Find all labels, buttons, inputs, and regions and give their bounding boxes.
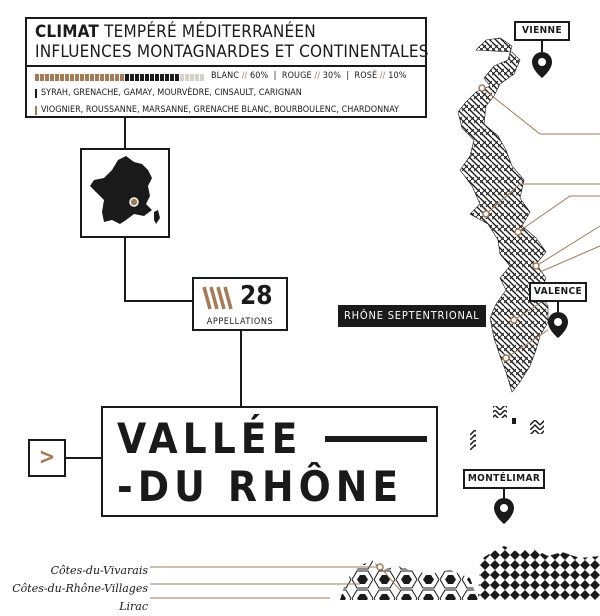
vine-rows-icon	[200, 285, 236, 311]
share-name: BLANC	[211, 71, 240, 81]
location-pin-icon	[532, 52, 552, 78]
share-value: 10%	[388, 71, 407, 81]
share-bar-rose	[180, 74, 205, 81]
france-locator	[80, 148, 170, 238]
map-fragment	[493, 406, 507, 418]
wine-share-legend: BLANC // 60% | ROUGE // 30% | ROSÉ // 10%	[211, 71, 407, 81]
climate-influences: INFLUENCES MONTAGNARDES ET CONTINENTALES	[35, 42, 429, 62]
share-bar-rouge	[125, 74, 180, 81]
map-south-region-east	[478, 546, 600, 600]
map-fragment	[512, 418, 516, 424]
next-arrow-button[interactable]: >	[28, 439, 66, 477]
list-item[interactable]: Côtes-du-Rhône-Villages	[12, 582, 148, 595]
location-pin-icon	[494, 498, 514, 524]
divider	[27, 65, 425, 67]
appellation-list	[0, 562, 148, 616]
region-title	[101, 406, 438, 517]
appellations-count-panel	[192, 277, 288, 331]
city-label-valence: VALENCE	[529, 282, 587, 302]
white-grape-varieties: VIOGNIER, ROUSSANNE, MARSANNE, GRENACHE BLANC, BOURBOULENC, CHARDONNAY	[35, 105, 399, 115]
share-value: 60%	[250, 71, 269, 81]
share-value: 30%	[322, 71, 341, 81]
appellations-count: 28	[240, 281, 273, 311]
share-bar-blanc	[35, 74, 125, 81]
france-map-icon	[82, 150, 172, 240]
title-line-2: -DU RHÔNE	[117, 462, 404, 511]
subregion-label: RHÔNE SEPTENTRIONAL	[338, 305, 486, 327]
climate-heading	[35, 22, 429, 62]
city-label-vienne: VIENNE	[514, 21, 570, 41]
wine-share-bar	[35, 74, 205, 81]
share-name: ROUGE	[281, 71, 312, 81]
title-dash	[325, 436, 427, 442]
title-line-1: VALLÉE	[117, 414, 303, 463]
climate-panel	[25, 17, 427, 118]
list-item[interactable]: Lirac	[119, 600, 148, 613]
location-pin-icon	[548, 312, 568, 338]
climate-label: CLIMAT	[35, 22, 100, 42]
climate-type: TEMPÉRÉ MÉDITERRANÉEN	[104, 22, 316, 42]
map-fragment	[470, 430, 476, 450]
list-item[interactable]: Côtes-du-Vivarais	[50, 564, 148, 577]
share-name: ROSÉ	[354, 71, 378, 81]
city-label-montelimar: MONTÉLIMAR	[463, 469, 545, 489]
appellations-label: APPELLATIONS	[206, 317, 274, 327]
map-fragment	[530, 420, 544, 434]
red-grape-varieties: SYRAH, GRENACHE, GAMAY, MOURVÈDRE, CINSAULT, CARIGNAN	[35, 88, 302, 98]
map-south-region-west	[340, 560, 478, 600]
